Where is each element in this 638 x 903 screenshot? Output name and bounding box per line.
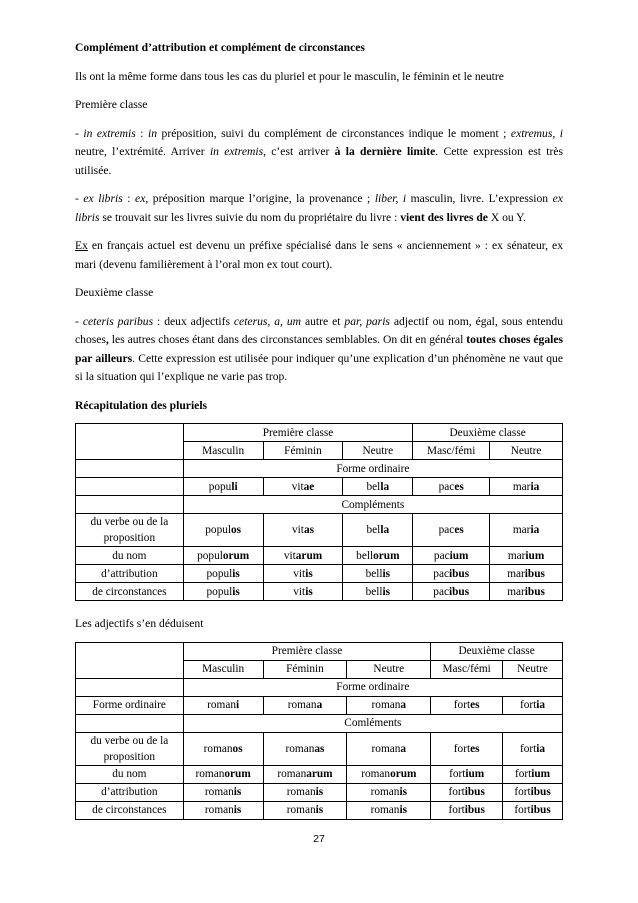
table-row bbox=[76, 424, 563, 442]
section-row: Comléments bbox=[183, 714, 562, 732]
table-cell: romani bbox=[183, 696, 263, 714]
table-cell: romanorum bbox=[183, 765, 263, 783]
table-row bbox=[76, 696, 563, 714]
table-cell: romanis bbox=[263, 801, 347, 819]
gender-header: Masc/fémi bbox=[431, 660, 503, 678]
table-cell: paces bbox=[413, 478, 490, 496]
table-cell: maria bbox=[490, 514, 563, 547]
adjectives-heading: Les adjectifs s’en déduisent bbox=[75, 617, 204, 630]
table-cell: paces bbox=[413, 514, 490, 547]
table-row bbox=[76, 678, 563, 696]
table-cell: populorum bbox=[183, 547, 263, 565]
table-cell: vitis bbox=[263, 583, 343, 601]
empty-cell bbox=[76, 478, 184, 496]
paragraph-ex-libris: - ex libris : ex, préposition marque l’origine, la provenance ; liber, i masculin, livre. L’expression ex libris se trouvait sur les livres suivie du nom du propriétaire du livre : vient des livres de X ou Y. bbox=[75, 192, 563, 224]
table-row bbox=[76, 565, 563, 583]
row-label: du nom bbox=[76, 547, 184, 565]
page-content bbox=[75, 39, 563, 820]
table-cell: romanorum bbox=[347, 765, 431, 783]
table-row bbox=[76, 642, 563, 660]
table-cell: marium bbox=[490, 547, 563, 565]
section-row: Forme ordinaire bbox=[183, 678, 562, 696]
gender-header: Masc/fémi bbox=[413, 442, 490, 460]
paragraph-ceteris-paribus: - ceteris paribus : deux adjectifs ceterus, a, um autre et par, paris adjectif ou nom, égal, sous entendu choses, les autres choses étant dans des circonstances semblables. On dit en général toutes choses égales par ailleurs. Cette expression est utilisée pour indiquer qu’une explication d’un phénomène ne vaut que si la situation qui l’explique ne varie pas trop. bbox=[75, 314, 564, 383]
section-title: Complément d’attribution et complément de circonstances bbox=[75, 41, 365, 54]
table-cell: populi bbox=[183, 478, 263, 496]
paragraph-ex: Ex en français actuel est devenu un préfixe spécialisé dans le sens « anciennement » : ex sénateur, ex mari (devenu familièrement à l’oral mon ex tout court). bbox=[75, 239, 563, 271]
table-row bbox=[76, 496, 563, 514]
table-cell: fortibus bbox=[431, 783, 503, 801]
table-cell: romanas bbox=[263, 732, 347, 765]
table-row bbox=[76, 714, 563, 732]
table-cell: maribus bbox=[490, 583, 563, 601]
adjectives-table bbox=[75, 642, 563, 820]
table-cell: bellis bbox=[343, 565, 413, 583]
table-cell: vitas bbox=[263, 514, 343, 547]
empty-cell bbox=[76, 496, 184, 514]
table-row bbox=[76, 783, 563, 801]
table-cell: bella bbox=[343, 514, 413, 547]
row-label: de circonstances bbox=[76, 801, 184, 819]
table-row bbox=[76, 583, 563, 601]
table-cell: pacium bbox=[413, 547, 490, 565]
second-class-heading: Deuxième classe bbox=[75, 286, 154, 299]
section-row: Compléments bbox=[183, 496, 562, 514]
table-cell: fortia bbox=[503, 732, 563, 765]
row-label: de circonstances bbox=[76, 583, 184, 601]
table-cell: fortium bbox=[431, 765, 503, 783]
table-row bbox=[76, 732, 563, 765]
table-cell: maribus bbox=[490, 565, 563, 583]
row-label: d’attribution bbox=[76, 565, 184, 583]
table-cell: populis bbox=[183, 565, 263, 583]
class-header: Première classe bbox=[183, 642, 431, 660]
gender-header: Neutre bbox=[343, 442, 413, 460]
class-header: Deuxième classe bbox=[431, 642, 563, 660]
gender-header: Neutre bbox=[347, 660, 431, 678]
gender-header: Féminin bbox=[263, 442, 343, 460]
gender-header: Masculin bbox=[183, 660, 263, 678]
table-row bbox=[76, 801, 563, 819]
table-cell: maria bbox=[490, 478, 563, 496]
table-corner bbox=[76, 642, 184, 678]
row-label: d’attribution bbox=[76, 783, 184, 801]
table-cell: bella bbox=[343, 478, 413, 496]
row-label: Forme ordinaire bbox=[76, 696, 184, 714]
gender-header: Neutre bbox=[490, 442, 563, 460]
table-cell: romana bbox=[347, 732, 431, 765]
table-corner bbox=[76, 424, 184, 460]
table-cell: romanis bbox=[183, 801, 263, 819]
table-row bbox=[76, 514, 563, 547]
gender-header: Féminin bbox=[263, 660, 347, 678]
gender-header: Neutre bbox=[503, 660, 563, 678]
plurals-table bbox=[75, 423, 563, 601]
table-cell: fortia bbox=[503, 696, 563, 714]
table-cell: romanos bbox=[183, 732, 263, 765]
table-cell: bellorum bbox=[343, 547, 413, 565]
first-class-heading: Première classe bbox=[75, 98, 148, 111]
table-cell: pacibus bbox=[413, 565, 490, 583]
paragraph-in-extremis: - in extremis : in préposition, suivi du complément de circonstances indique le moment ; extremus, i neutre, l’extrémité. Arriver in extremis, c’est arriver à la dernière limite. Cette expression est très utilisée. bbox=[75, 126, 563, 177]
row-label: du verbe ou de la proposition bbox=[76, 514, 184, 547]
table-cell: romanarum bbox=[263, 765, 347, 783]
table-cell: fortes bbox=[431, 696, 503, 714]
table-cell: pacibus bbox=[413, 583, 490, 601]
page-number: 27 bbox=[313, 833, 325, 845]
table-cell: romana bbox=[263, 696, 347, 714]
table-cell: romana bbox=[347, 696, 431, 714]
table-cell: romanis bbox=[347, 783, 431, 801]
table-cell: vitae bbox=[263, 478, 343, 496]
table-cell: fortibus bbox=[503, 783, 563, 801]
table-row bbox=[76, 547, 563, 565]
table-row bbox=[76, 478, 563, 496]
table-cell: vitarum bbox=[263, 547, 343, 565]
table-cell: vitis bbox=[263, 565, 343, 583]
table-cell: romanis bbox=[263, 783, 347, 801]
empty-cell bbox=[76, 460, 184, 478]
table-row bbox=[76, 765, 563, 783]
table-cell: romanis bbox=[347, 801, 431, 819]
class-header: Première classe bbox=[183, 424, 413, 442]
section-row: Forme ordinaire bbox=[183, 460, 562, 478]
table-cell: bellis bbox=[343, 583, 413, 601]
intro-text: Ils ont la même forme dans tous les cas du pluriel et pour le masculin, le féminin et le neutre bbox=[75, 69, 504, 83]
table-cell: fortes bbox=[431, 732, 503, 765]
row-label: du nom bbox=[76, 765, 184, 783]
empty-cell bbox=[76, 714, 184, 732]
class-header: Deuxième classe bbox=[413, 424, 563, 442]
table-row bbox=[76, 460, 563, 478]
table-cell: romanis bbox=[183, 783, 263, 801]
recap-heading: Récapitulation des pluriels bbox=[75, 398, 208, 412]
table-cell: fortibus bbox=[503, 801, 563, 819]
row-label: du verbe ou de la proposition bbox=[76, 732, 184, 765]
gender-header: Masculin bbox=[183, 442, 263, 460]
table-cell: fortium bbox=[503, 765, 563, 783]
empty-cell bbox=[76, 678, 184, 696]
table-cell: populos bbox=[183, 514, 263, 547]
table-cell: populis bbox=[183, 583, 263, 601]
table-cell: fortibus bbox=[431, 801, 503, 819]
